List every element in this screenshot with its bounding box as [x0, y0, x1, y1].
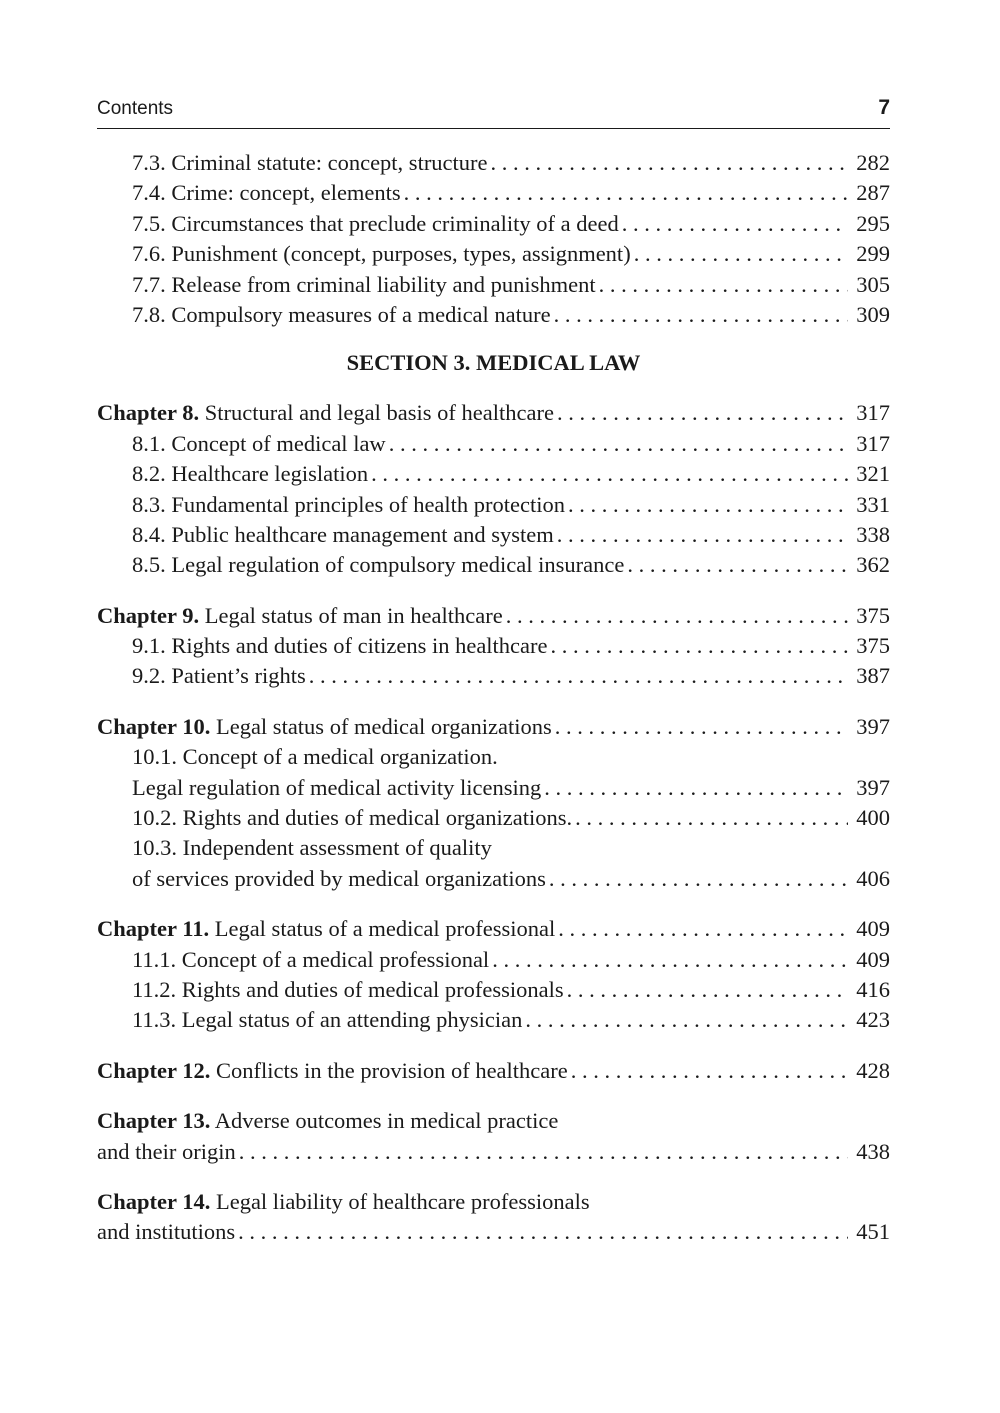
entry-page-number: 409 [856, 946, 890, 972]
dot-leader [389, 429, 848, 459]
toc-chapter-entry[interactable] [97, 1106, 890, 1136]
toc-entry[interactable] [97, 833, 890, 863]
chapter-label: Chapter 10. [97, 713, 211, 739]
entry-title: 8.1. Concept of medical law [132, 430, 386, 456]
entry-title: 8.3. Fundamental principles of health protection [132, 491, 566, 517]
toc-entry[interactable] [97, 1137, 890, 1167]
entry-title: 10.2. Rights and duties of medical organizations. [132, 805, 573, 831]
toc-entry[interactable] [97, 631, 890, 661]
toc-entry[interactable] [97, 1217, 890, 1247]
dot-leader [544, 773, 848, 803]
entry-page-number: 317 [856, 400, 890, 426]
toc-entry[interactable] [97, 803, 890, 833]
entry-page-number: 299 [856, 241, 890, 267]
running-header-title: Contents [97, 98, 174, 119]
entry-title: 8.4. Public healthcare management and system [132, 521, 554, 547]
dot-leader [575, 803, 848, 833]
toc-chapter-entry[interactable] [97, 1187, 890, 1217]
toc-entry[interactable] [97, 209, 890, 239]
toc-chapter-entry[interactable] [97, 601, 890, 631]
entry-title: 11.3. Legal status of an attending physician [132, 1007, 523, 1033]
toc-entry[interactable] [97, 520, 890, 550]
toc-entry[interactable] [97, 300, 890, 330]
dot-leader [309, 661, 848, 691]
dot-leader [491, 148, 848, 178]
toc-entry[interactable] [97, 1005, 890, 1035]
entry-title: 8.5. Legal regulation of compulsory medical insurance [132, 552, 625, 578]
toc-entry[interactable] [97, 550, 890, 580]
entry-title: Chapter 13. Adverse outcomes in medical practice [97, 1108, 559, 1134]
entry-title: and their origin [97, 1138, 236, 1164]
entry-title: and institutions [97, 1219, 236, 1245]
toc-entry[interactable] [97, 148, 890, 178]
entry-page-number: 309 [856, 301, 890, 327]
chapter-label: Chapter 11. [97, 916, 210, 942]
entry-page-number: 282 [856, 150, 890, 175]
dot-leader [555, 712, 848, 742]
entry-page-number: 375 [856, 633, 890, 659]
dot-leader [549, 864, 848, 894]
toc-entry[interactable] [97, 945, 890, 975]
chapter-label: Chapter 14. [97, 1188, 211, 1214]
entry-title: 11.1. Concept of a medical professional [132, 946, 490, 972]
group-spacer [97, 692, 890, 712]
dot-leader [492, 945, 848, 975]
dot-leader [238, 1217, 848, 1247]
entry-page-number: 428 [856, 1057, 890, 1083]
toc-entry[interactable] [97, 429, 890, 459]
toc-chapter-entry[interactable] [97, 1056, 890, 1086]
toc-chapter-entry[interactable] [97, 712, 890, 742]
toc-entry[interactable] [97, 459, 890, 489]
entry-title: 10.1. Concept of a medical organization. [132, 744, 498, 770]
running-header [97, 96, 890, 129]
entry-page-number: 331 [856, 491, 890, 517]
entry-title: Chapter 11. Legal status of a medical professional [97, 916, 556, 942]
entry-title: Chapter 14. Legal liability of healthcare professionals [97, 1188, 590, 1214]
entry-page-number: 375 [856, 602, 890, 628]
page-number: 7 [878, 96, 890, 119]
entry-page-number: 321 [856, 461, 890, 487]
dot-leader [239, 1137, 848, 1167]
dot-leader [571, 1056, 848, 1086]
entry-page-number: 423 [856, 1007, 890, 1033]
entry-page-number: 287 [856, 180, 890, 206]
dot-leader [568, 490, 848, 520]
toc-entry[interactable] [97, 490, 890, 520]
toc-chapter-entry[interactable] [97, 914, 890, 944]
entry-title: 7.8. Compulsory measures of a medical nature [132, 301, 551, 327]
toc-chapter-entry[interactable] [97, 398, 890, 428]
entry-page-number: 397 [856, 713, 890, 739]
chapter-label: Chapter 9. [97, 602, 200, 628]
dot-leader [506, 601, 848, 631]
entry-title: 9.2. Patient’s rights [132, 663, 306, 689]
entry-title: 7.7. Release from criminal liability and punishment [132, 271, 596, 297]
entry-title: 7.3. Criminal statute: concept, structure [132, 150, 488, 175]
dot-leader [557, 398, 848, 428]
toc-entry[interactable] [97, 239, 890, 269]
entry-page-number: 338 [856, 521, 890, 547]
entry-page-number: 305 [856, 271, 890, 297]
entry-page-number: 295 [856, 210, 890, 236]
entry-page-number: 451 [856, 1219, 890, 1245]
entry-page-number: 317 [856, 430, 890, 456]
entry-page-number: 416 [856, 976, 890, 1002]
group-spacer [97, 894, 890, 914]
entry-title: 10.3. Independent assessment of quality [132, 835, 492, 861]
toc-entry[interactable] [97, 864, 890, 894]
entry-title: Legal regulation of medical activity licensing [132, 774, 542, 800]
table-of-contents [97, 148, 890, 1248]
entry-page-number: 387 [856, 663, 890, 689]
dot-leader [371, 459, 848, 489]
dot-leader [627, 550, 848, 580]
dot-leader [404, 178, 848, 208]
entry-title: Chapter 8. Structural and legal basis of healthcare [97, 400, 554, 426]
dot-leader [558, 914, 848, 944]
entry-title: 7.6. Punishment (concept, purposes, types, assignment) [132, 241, 631, 267]
entry-page-number: 362 [856, 552, 890, 578]
group-spacer [97, 1036, 890, 1056]
toc-entry[interactable] [97, 742, 890, 772]
toc-entry[interactable] [97, 661, 890, 691]
entry-title: 7.4. Crime: concept, elements [132, 180, 401, 206]
dot-leader [525, 1005, 848, 1035]
entry-page-number: 400 [856, 805, 890, 831]
dot-leader [634, 239, 848, 269]
entry-page-number: 406 [856, 865, 890, 891]
entry-title: 7.5. Circumstances that preclude criminality of a deed [132, 210, 619, 236]
chapter-label: Chapter 12. [97, 1057, 211, 1083]
section-title: SECTION 3. MEDICAL LAW [346, 350, 641, 376]
entry-title: 8.2. Healthcare legislation [132, 461, 369, 487]
toc-entry[interactable] [97, 773, 890, 803]
entry-title: 9.1. Rights and duties of citizens in healthcare [132, 633, 548, 659]
dot-leader [599, 270, 848, 300]
chapter-label: Chapter 13. [97, 1108, 211, 1134]
toc-entry[interactable] [97, 270, 890, 300]
entry-title: Chapter 12. Conflicts in the provision of healthcare [97, 1057, 568, 1083]
group-spacer [97, 581, 890, 601]
entry-title: Chapter 10. Legal status of medical organizations [97, 713, 552, 739]
entry-page-number: 397 [856, 774, 890, 800]
dot-leader [551, 631, 848, 661]
entry-page-number: 409 [856, 916, 890, 942]
dot-leader [567, 975, 848, 1005]
dot-leader [557, 520, 848, 550]
entry-page-number: 438 [856, 1138, 890, 1164]
entry-title: 11.2. Rights and duties of medical professionals [132, 976, 564, 1002]
entry-title: Chapter 9. Legal status of man in healthcare [97, 602, 503, 628]
group-spacer [97, 1167, 890, 1187]
dot-leader [622, 209, 848, 239]
group-spacer [97, 1086, 890, 1106]
dot-leader [554, 300, 848, 330]
chapter-label: Chapter 8. [97, 400, 200, 426]
toc-entry[interactable] [97, 975, 890, 1005]
toc-entry[interactable] [97, 178, 890, 208]
entry-title: of services provided by medical organizations [132, 865, 546, 891]
